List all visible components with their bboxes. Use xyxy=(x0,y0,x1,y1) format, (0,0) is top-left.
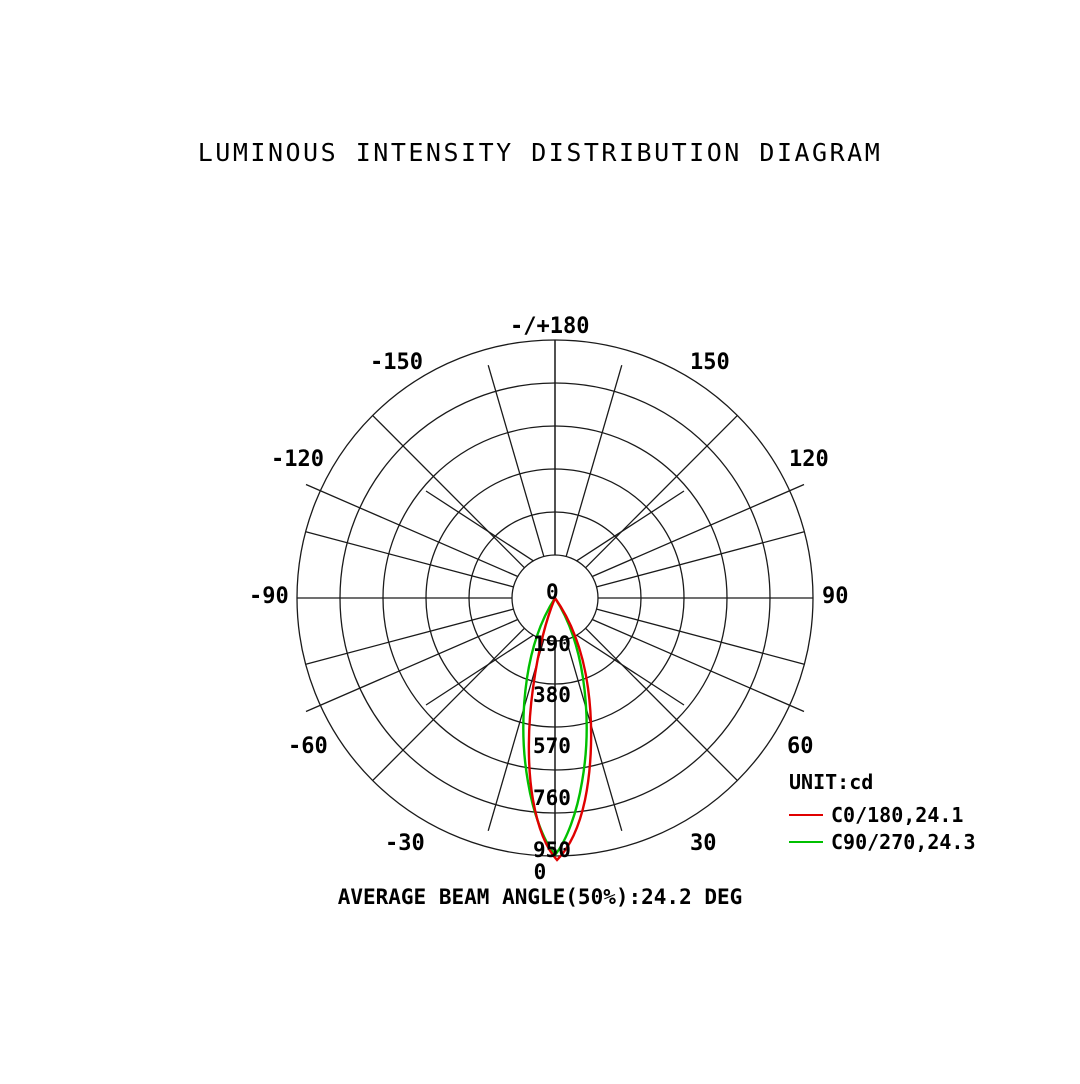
beam-angle-note: AVERAGE BEAM ANGLE(50%):24.2 DEG xyxy=(337,885,743,909)
page-title: LUMINOUS INTENSITY DISTRIBUTION DIAGRAM xyxy=(197,138,883,167)
angle-label: -90 xyxy=(249,584,289,609)
angle-label: -150 xyxy=(370,350,423,375)
legend-swatch-c0 xyxy=(789,814,823,816)
angle-label: -30 xyxy=(385,831,425,856)
legend xyxy=(789,770,976,855)
angle-label: -120 xyxy=(271,447,324,472)
legend-item-c90 xyxy=(789,828,976,855)
angle-label: -60 xyxy=(288,734,328,759)
angle-label: 150 xyxy=(690,350,730,375)
bottom-axis-label: 0 xyxy=(533,860,547,884)
radial-tick-label: 0 xyxy=(546,580,559,604)
angle-label: 30 xyxy=(690,831,717,856)
angle-label: -/+180 xyxy=(510,314,590,339)
legend-label-c90: C90/270,24.3 xyxy=(831,829,976,854)
legend-swatch-c90 xyxy=(789,841,823,843)
legend-item-c0 xyxy=(789,801,976,828)
radial-tick-label: 950 xyxy=(533,838,571,862)
radial-tick-label: 380 xyxy=(533,683,571,707)
legend-label-c0: C0/180,24.1 xyxy=(831,802,964,827)
legend-unit-label: UNIT:cd xyxy=(789,770,874,794)
angle-label: 90 xyxy=(822,584,849,609)
angle-label: 120 xyxy=(789,447,829,472)
radial-tick-label: 570 xyxy=(533,734,571,758)
radial-tick-label: 760 xyxy=(533,786,571,810)
angle-label: 60 xyxy=(787,734,814,759)
radial-tick-label: 190 xyxy=(533,632,571,656)
